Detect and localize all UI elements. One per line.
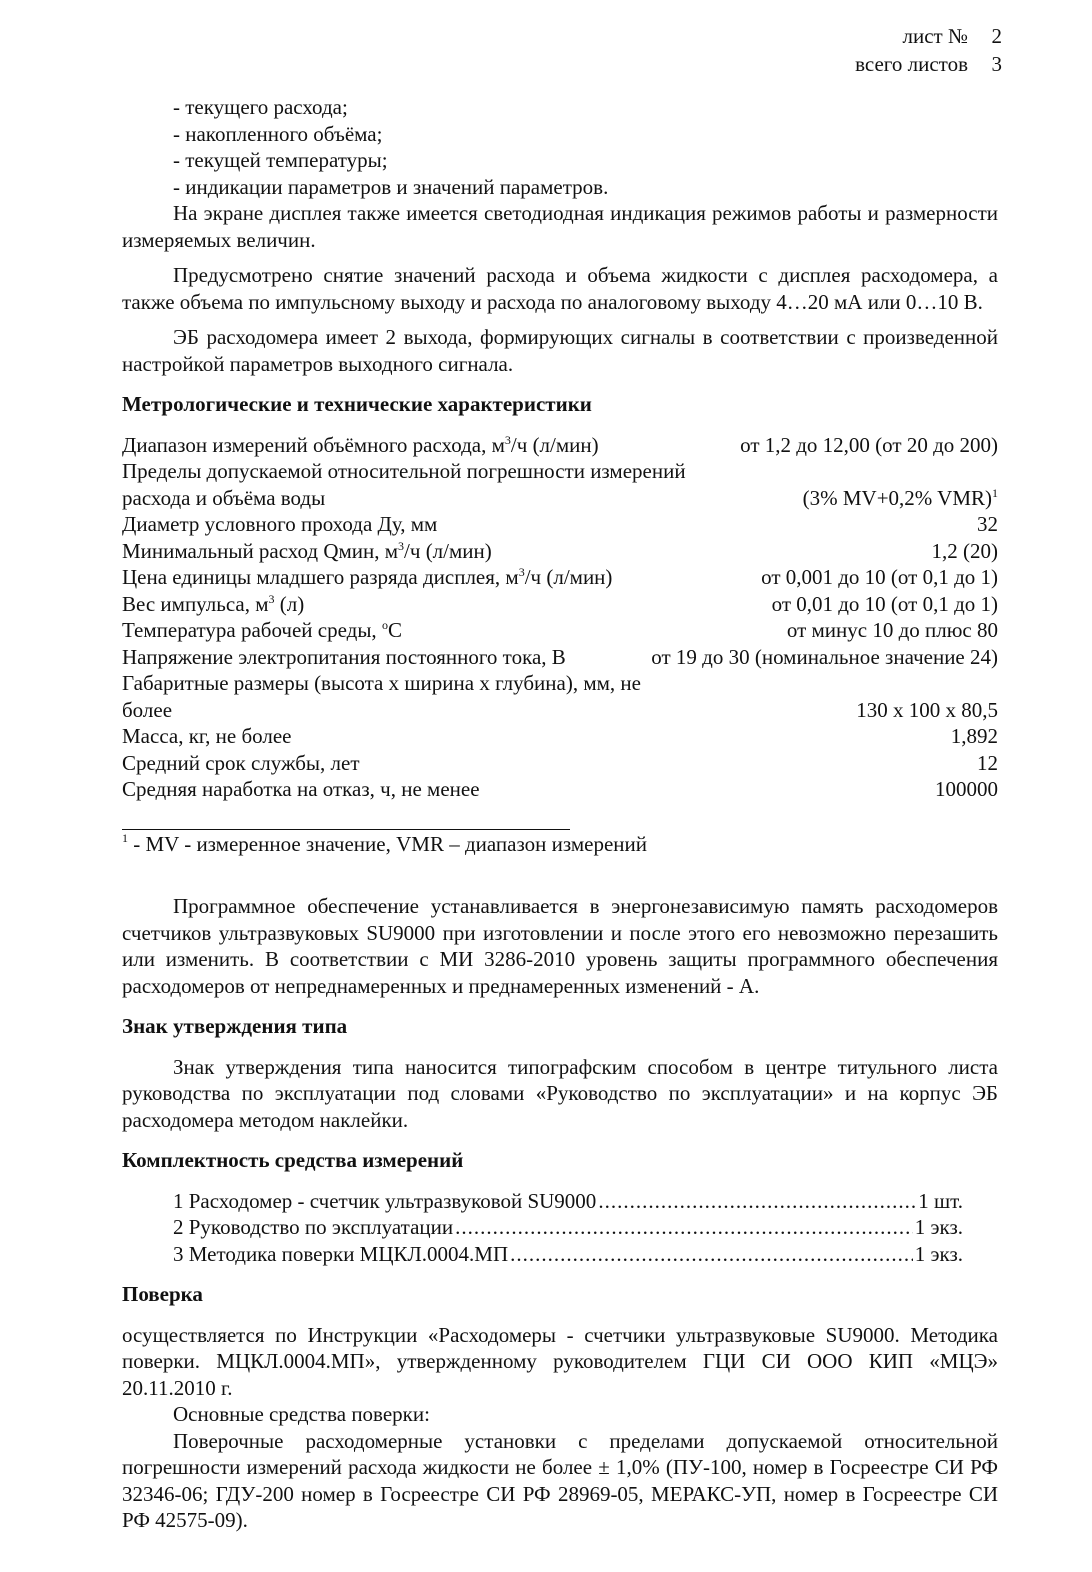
spec-value: 100000 [935, 777, 998, 801]
spec-value: 1,892 [950, 724, 998, 748]
verification-heading: Поверка [122, 1282, 203, 1306]
software-paragraph: Программное обеспечение устанавливается в энергонезависимую память расходомеров счетчиков ультразвуковых SU9000 при изготовлении и после этого его невозможно перезашить или изменить. В соответствии с МИ 3286-2010 уровень защиты программного обеспечения расходомеров от непреднамеренных и преднамеренных изменений - А. [122, 894, 998, 998]
kit-list [122, 1188, 963, 1268]
spec-label: Минимальный расход Qмин, $м^3/ч$ (л/мин) [122, 538, 492, 563]
spec-value: от минус 10 до плюс 80 [786, 618, 998, 642]
spec-label: Вес импульса, $м^3$ (л) [122, 591, 305, 616]
spec-label: Средний срок службы, лет [122, 750, 360, 775]
sheet-number: 2 [991, 24, 1002, 48]
table-row [122, 776, 998, 803]
table-row [122, 432, 998, 459]
table-row [122, 644, 998, 671]
spec-label: Масса, кг, не более [122, 724, 292, 748]
spec-label: Диаметр условного прохода Ду, мм [122, 512, 438, 536]
list-item: - текущего расхода; [173, 95, 348, 119]
spec-value: 32 [977, 512, 998, 536]
type-mark-paragraph: Знак утверждения типа наносится типографским способом в центре титульного листа руководства по эксплуатации под словами «Руководство по эксплуатации» и на корпус ЭБ расходомера методом наклейки. [122, 1054, 998, 1132]
table-row [122, 670, 998, 723]
footnote-divider [122, 829, 570, 830]
list-item: - индикации параметров и значений параметров. [173, 174, 609, 199]
spec-label: расхода и объёма воды [122, 485, 326, 510]
spec-value: 130 х 100 х 80,5 [856, 697, 998, 722]
table-row [122, 591, 998, 618]
spec-label: Температура рабочей среды, $^о$С [122, 618, 402, 642]
sheet-number-row [855, 22, 1002, 50]
spec-value: от 0,01 до 10 (от 0,1 до 1) [771, 591, 998, 616]
readout-paragraph: Предусмотрено снятие значений расхода и объема жидкости с дисплея расходомера, а также объема по импульсному выходу и расхода по аналоговому выходу 4…20 мА или 0…10 В. [122, 263, 998, 314]
total-sheets-label: всего листов [855, 52, 968, 76]
list-item: - текущей температуры; [173, 148, 388, 172]
spec-label: Габаритные размеры (высота х ширина х глубина), мм, не более [122, 671, 641, 722]
spec-value: 1,2 (20) [931, 538, 998, 563]
list-item: 2 Руководство по эксплуатации ..... 1 экз. [173, 1214, 963, 1241]
spec-value: от 1,2 до 12,00 (от 20 до 200) [740, 432, 998, 457]
list-item: - накопленного объёма; [173, 121, 383, 146]
specs-heading: Метрологические и технические характеристики [122, 392, 592, 416]
spec-label: Средняя наработка на отказ, ч, не менее [122, 777, 480, 801]
spec-label: Диапазон измерений объёмного расхода, $м^3/ч$ (л/мин) [122, 432, 599, 457]
table-row [122, 538, 998, 565]
list-item: 1 Расходомер - счетчик ультразвуковой SU9000 ..... 1 шт. [173, 1188, 963, 1215]
spec-label: Цена единицы младшего разряда дисплея, $м^3/ч$ (л/мин) [122, 565, 613, 589]
sheet-label: лист № [902, 24, 968, 48]
kit-heading: Комплектность средства измерений [122, 1148, 464, 1172]
table-row [122, 564, 998, 591]
footnote: $^1$ - MV - измеренное значение, VMR – диапазон измерений [122, 830, 648, 856]
spec-value: (3% MV+0,2% VMR)$^1$ [802, 485, 998, 510]
footnote-ref: 1 [992, 485, 998, 500]
document-body [122, 94, 998, 1534]
total-sheets-number: 3 [991, 52, 1002, 76]
table-row [122, 458, 998, 485]
specs-table [122, 432, 998, 803]
outputs-paragraph: ЭБ расходомера имеет 2 выхода, формирующих сигналы в соответствии с произведенной настройкой параметров выходного сигнала. [122, 325, 998, 376]
list-item: 3 Методика поверки МЦКЛ.0004.МП ..... 1 экз. [173, 1241, 963, 1268]
verification-means-label: Основные средства поверки: [173, 1402, 430, 1426]
footnote-mark: 1 [122, 830, 128, 845]
spec-label: Напряжение электропитания постоянного тока, В [122, 644, 566, 669]
table-row [122, 617, 998, 644]
table-row [122, 723, 998, 750]
spec-value: 12 [977, 750, 998, 775]
sheet-info [855, 22, 1002, 78]
table-row [122, 511, 998, 538]
table-row [122, 485, 998, 512]
verification-means-paragraph: Поверочные расходомерные установки с пределами допускаемой относительной погрешности измерений расхода жидкости не более ± 1,0% (ПУ-100, номер в Госреестре СИ РФ 32346-06; ГДУ-200 номер в Госреестре СИ РФ 28969-05, МЕРАКС-УП, номер в Госреестре СИ РФ 42575-09). [122, 1428, 998, 1532]
spec-label: Пределы допускаемой относительной погрешности измерений [122, 459, 686, 483]
spec-value: от 0,001 до 10 (от 0,1 до 1) [761, 565, 998, 589]
total-sheets-row [855, 50, 1002, 78]
type-mark-heading: Знак утверждения типа [122, 1014, 348, 1038]
display-led-paragraph: На экране дисплея также имеется светодиодная индикация режимов работы и размерности измеряемых величин. [122, 201, 998, 252]
display-indicators-list [122, 94, 998, 200]
spec-value: от 19 до 30 (номинальное значение 24) [651, 644, 998, 669]
verification-paragraph: осуществляется по Инструкции «Расходомеры - счетчики ультразвуковые SU9000. Методика поверки. МЦКЛ.0004.МП», утвержденному руководителем ГЦИ СИ ООО КИП «МЦЭ» 20.11.2010 г. [122, 1322, 998, 1400]
table-row [122, 750, 998, 777]
